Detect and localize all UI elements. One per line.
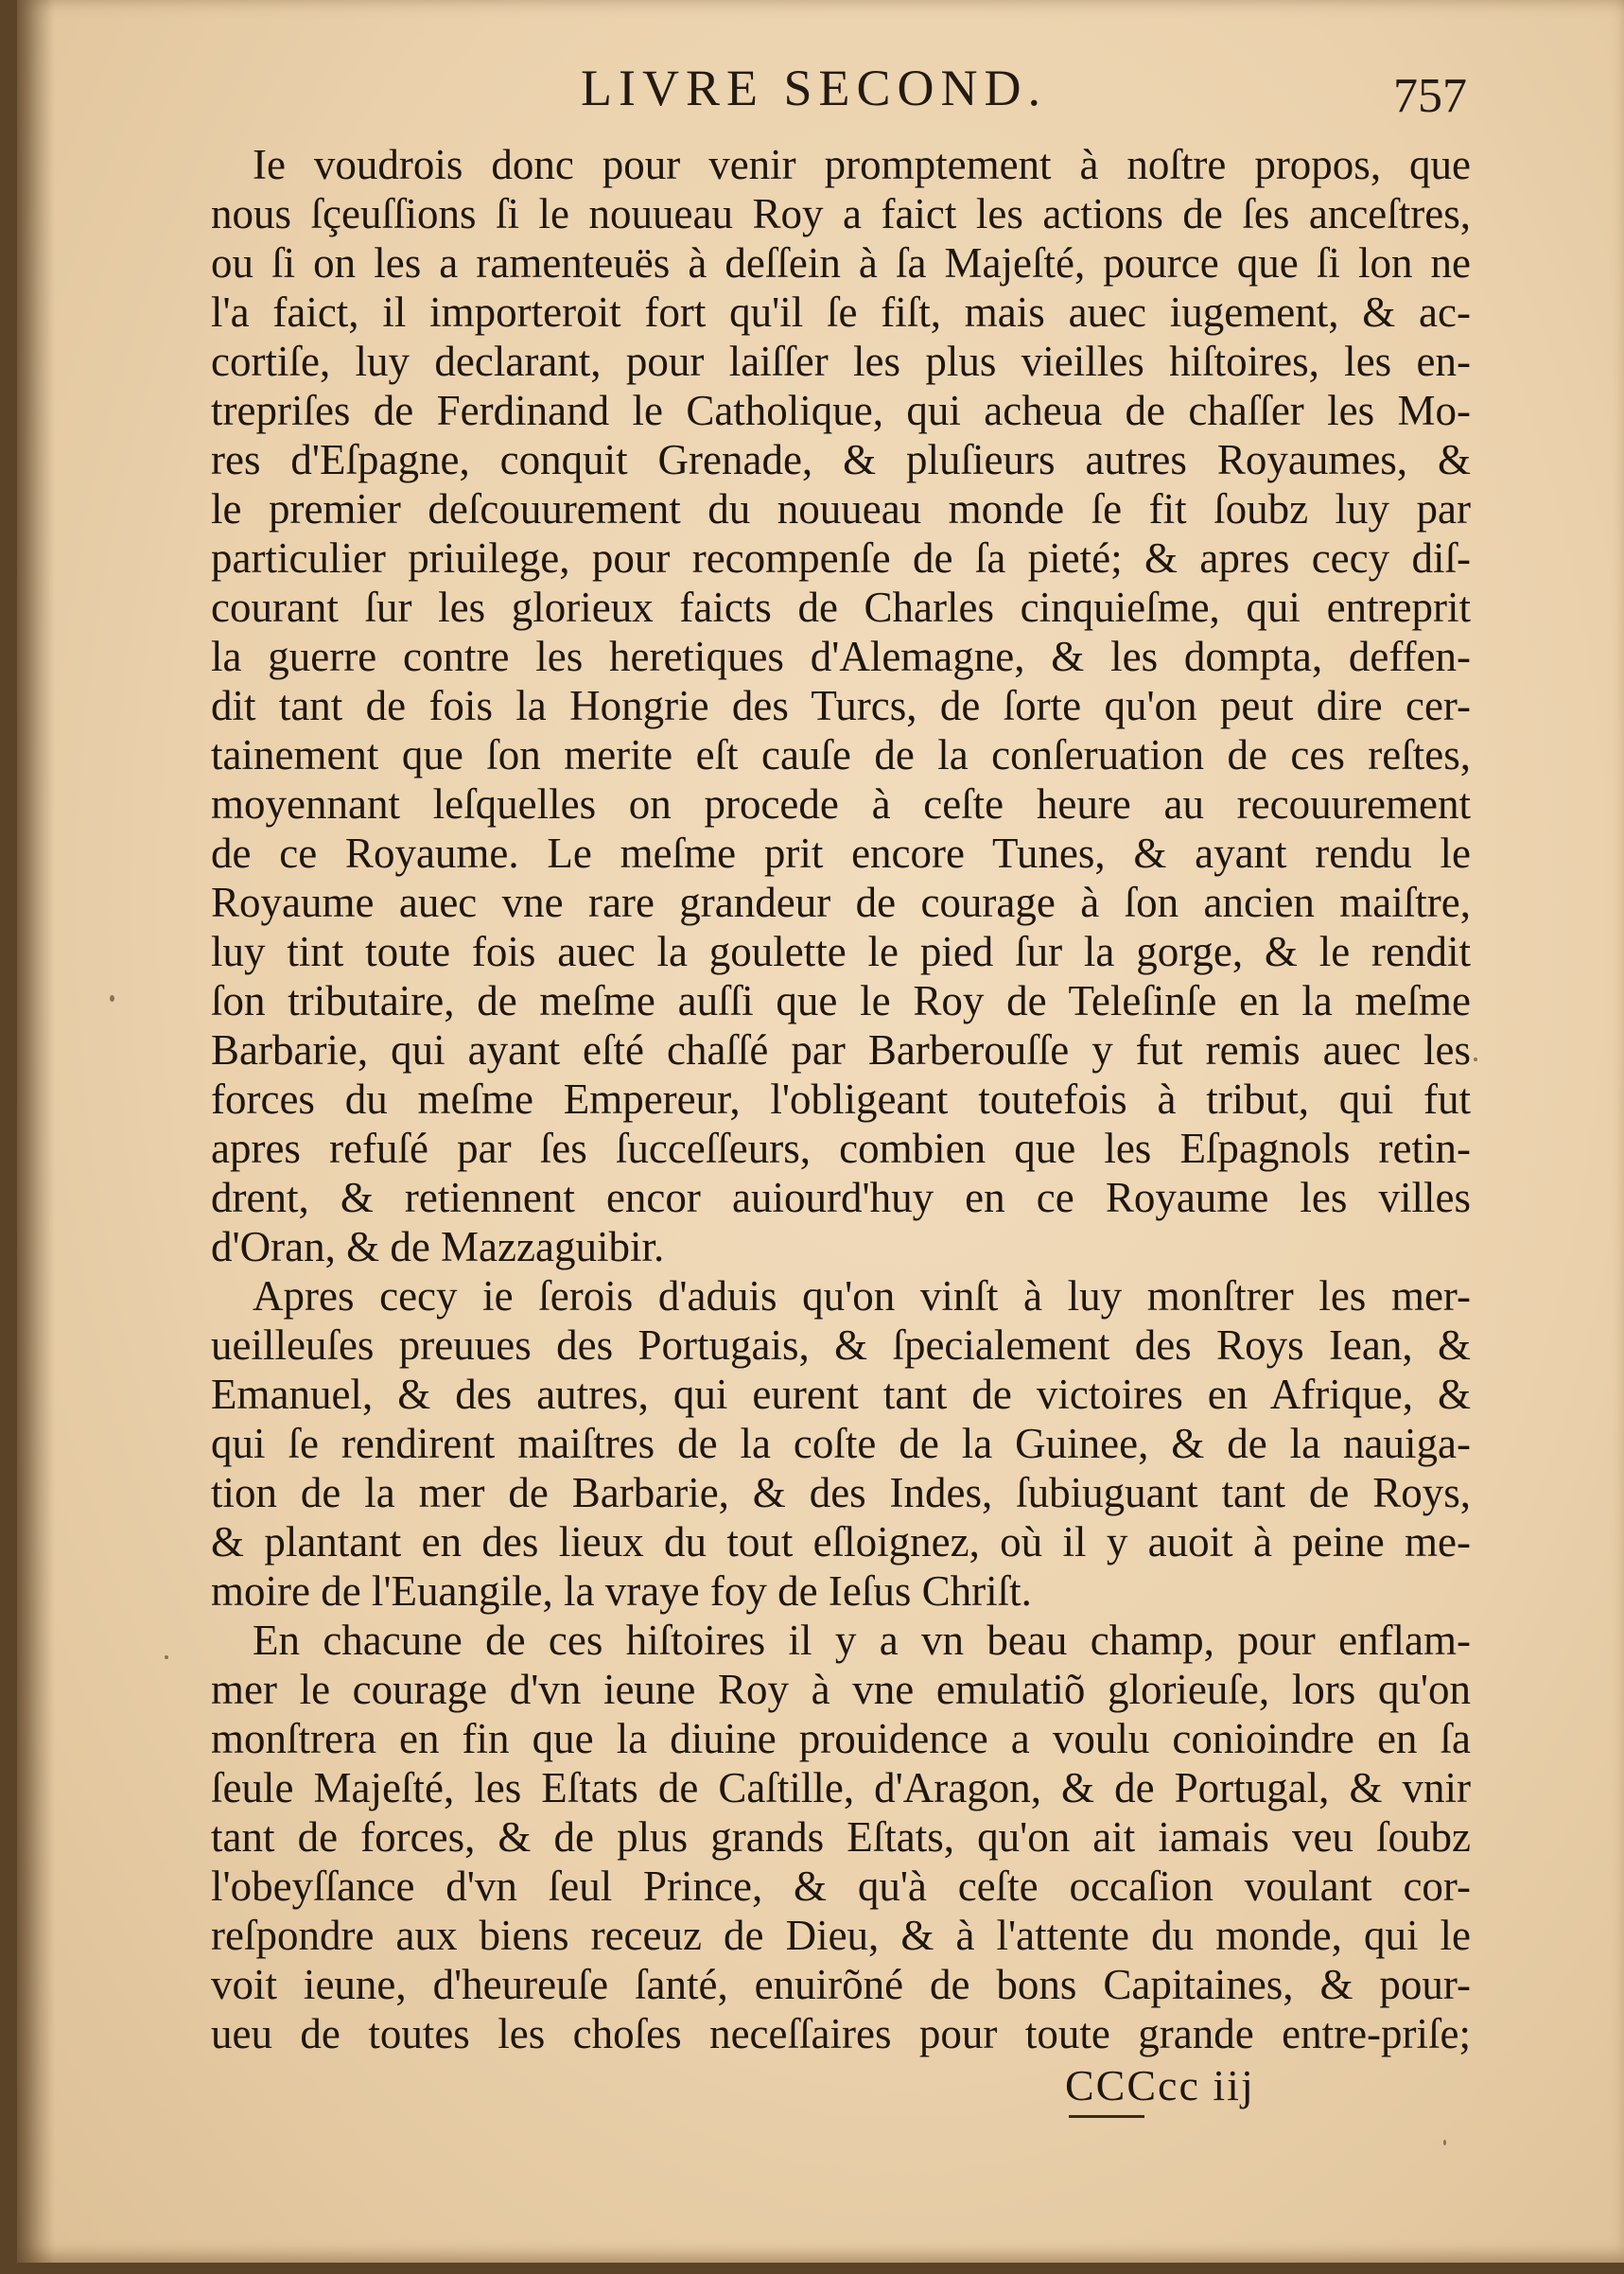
text-line: tant de forces, & de plus grands Eſtats, qu'on ait iamais veu ſoubz [211,1813,1471,1861]
text-line: qui ſe rendirent maiſtres de la coſte de la Guinee, & de la nauiga- [211,1420,1471,1467]
text-line: tainement que ſon merite eſt cauſe de la conſeruation de ces reſtes, [211,731,1471,778]
ink-speck [165,1655,168,1659]
text-line: ſeule Majeſté, les Eſtats de Caſtille, d'Aragon, & de Portugal, & vnir [211,1764,1471,1811]
text-line: Royaume auec vne rare grandeur de courage à ſon ancien maiſtre, [211,879,1471,926]
text-line: drent, & retiennent encor auiourd'huy en ce Royaume les villes [211,1174,1471,1221]
text-line: luy tint toute fois auec la goulette le pied ſur la gorge, & le rendit [211,928,1471,975]
page-number: 757 [1393,69,1467,123]
text-line: particulier priuilege, pour recompenſe de ſa pieté; & apres cecy diſ- [211,534,1471,582]
text-line: moyennant leſquelles on procede à ceſte heure au recouurement [211,780,1471,828]
text-line: ueilleuſes preuues des Portugais, & ſpecialement des Roys Iean, & [211,1321,1471,1369]
text-line: courant ſur les glorieux faicts de Charles cinquieſme, qui entreprit [211,584,1471,631]
text-line: Ie voudrois donc pour venir promptement à noſtre propos, que [253,141,1471,188]
text-line: l'obeyſſance d'vn ſeul Prince, & qu'à ceſte occaſion voulant cor- [211,1863,1471,1910]
page-header [17,59,1624,125]
text-line: En chacune de ces hiſtoires il y a vn beau champ, pour enflam- [253,1617,1471,1664]
text-line: d'Oran, & de Mazzaguibir. [211,1223,665,1270]
book-page [17,0,1624,2263]
text-line: mer le courage d'vn ieune Roy à vne emulatiõ glorieuſe, lors qu'on [211,1666,1471,1713]
signature-underline [1069,2115,1144,2118]
body-text [211,140,1471,2058]
running-title: LIVRE SECOND. [581,60,1047,116]
ink-speck [110,995,114,1002]
text-line: de ce Royaume. Le meſme prit encore Tunes, & ayant rendu le [211,830,1471,877]
text-line: ueu de toutes les choſes neceſſaires pour toute grande entre-priſe; [211,2010,1471,2057]
ink-speck [1443,2140,1446,2145]
text-line: ou ſi on les a ramenteuës à deſſein à ſa Majeſté, pource que ſi lon ne [211,239,1471,287]
text-line: & plantant en des lieux du tout eſloignez, où il y auoit à peine me- [211,1518,1471,1566]
text-line: apres refuſé par ſes ſucceſſeurs, combien que les Eſpagnols retin- [211,1125,1471,1172]
text-line: voit ieune, d'heureuſe ſanté, enuirõné de bons Capitaines, & pour- [211,1961,1471,2008]
spine-shadow [17,0,55,2263]
text-line: monſtrera en fin que la diuine prouidence a voulu conioindre en ſa [211,1715,1471,1762]
text-line: Apres cecy ie ſerois d'aduis qu'on vinſt à luy monſtrer les mer- [253,1272,1471,1320]
text-line: ſon tributaire, de meſme auſſi que le Roy de Teleſinſe en la meſme [211,977,1471,1024]
text-line: le premier deſcouurement du nouueau monde ſe fit ſoubz luy par [211,485,1471,533]
ink-speck [1474,1058,1477,1061]
text-line: nous ſçeuſſions ſi le nouueau Roy a faict les actions de ſes anceſtres, [211,190,1471,237]
text-line: trepriſes de Ferdinand le Catholique, qui acheua de chaſſer les Mo- [211,387,1471,434]
text-line: res d'Eſpagne, conquit Grenade, & pluſieurs autres Royaumes, & [211,436,1471,483]
text-line: cortiſe, luy declarant, pour laiſſer les plus vieilles hiſtoires, les en- [211,338,1471,385]
text-line: dit tant de fois la Hongrie des Turcs, de ſorte qu'on peut dire cer- [211,682,1471,729]
text-line: moire de l'Euangile, la vraye foy de Ieſus Chriſt. [211,1567,1032,1615]
text-line: Barbarie, qui ayant eſté chaſſé par Barberouſſe y fut remis auec les [211,1026,1471,1074]
text-line: la guerre contre les heretiques d'Alemagne, & les dompta, deffen- [211,633,1471,680]
text-line: tion de la mer de Barbarie, & des Indes, ſubiuguant tant de Roys, [211,1469,1471,1516]
text-line: forces du meſme Empereur, l'obligeant toutefois à tribut, qui fut [211,1076,1471,1123]
text-line: Emanuel, & des autres, qui eurent tant de victoires en Afrique, & [211,1371,1471,1418]
page-footer [1065,2060,1255,2110]
signature-mark: CCCcc iij [1065,2061,1255,2109]
text-line: reſpondre aux biens receuz de Dieu, & à l'attente du monde, qui le [211,1912,1471,1959]
text-line: l'a faict, il importeroit fort qu'il ſe fiſt, mais auec iugement, & ac- [211,289,1471,336]
